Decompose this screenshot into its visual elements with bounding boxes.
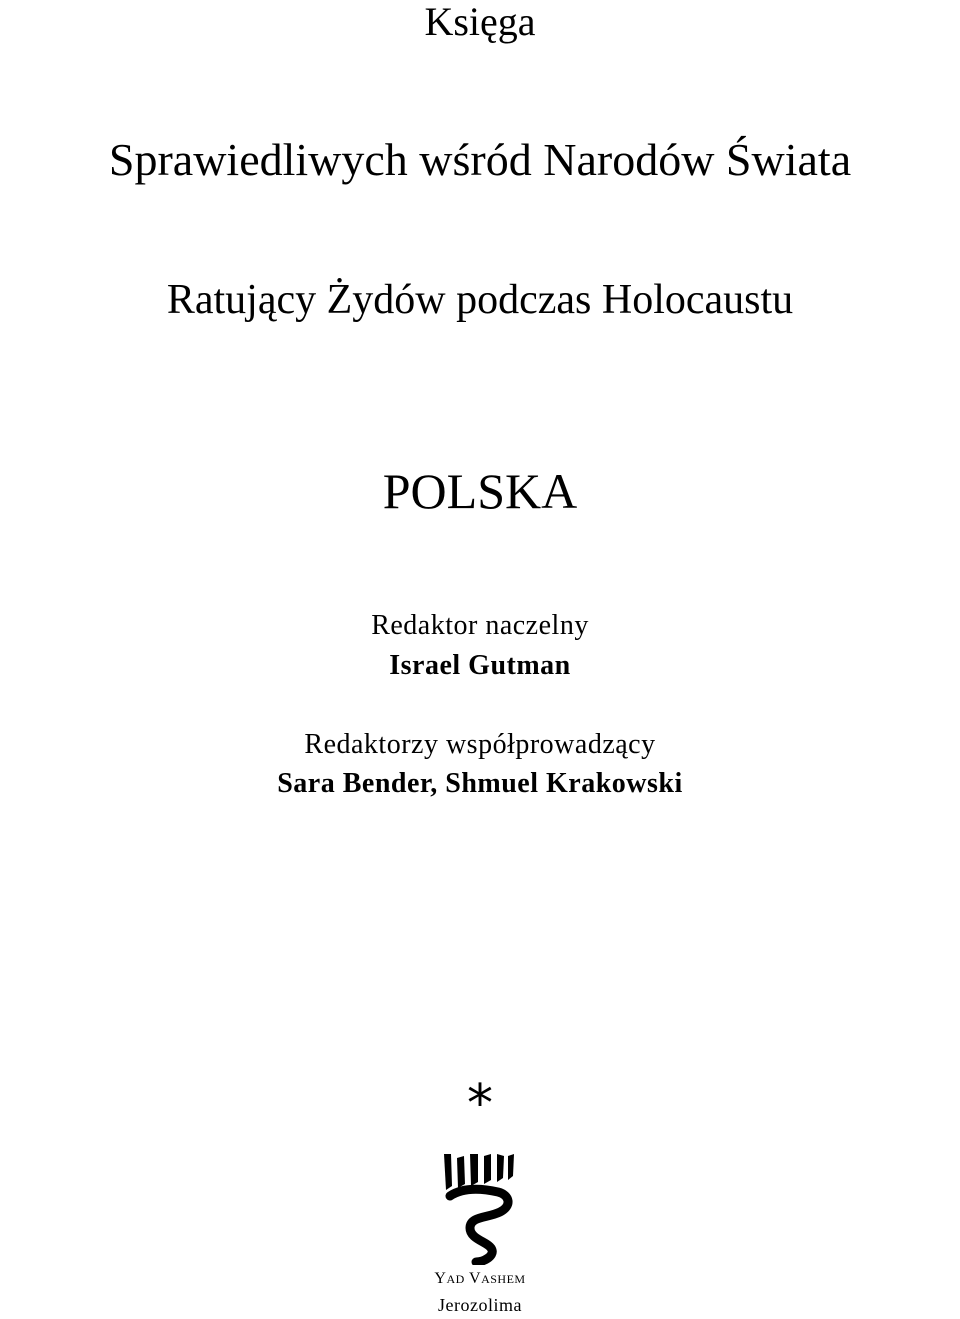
book-title-top: Księga — [424, 0, 536, 44]
book-subtitle: Ratujący Żydów podczas Holocaustu — [166, 277, 794, 323]
book-title-main: Sprawiedliwych wśród Narodów Świata — [108, 134, 852, 185]
co-editors-role: Redaktorzy współprowadzący — [304, 729, 656, 760]
publisher-city: Jerozolima — [438, 1295, 522, 1315]
yad-vashem-logo-icon — [440, 1150, 516, 1265]
co-editors-names: Sara Bender, Shmuel Krakowski — [277, 768, 683, 799]
publisher-name: YAD VASHEM — [434, 1270, 526, 1287]
editor-in-chief-name: Israel Gutman — [389, 650, 571, 681]
volume-country: POLSKA — [382, 463, 578, 519]
editor-in-chief-role: Redaktor naczelny — [371, 610, 589, 641]
asterisk-ornament: * — [467, 1074, 493, 1134]
